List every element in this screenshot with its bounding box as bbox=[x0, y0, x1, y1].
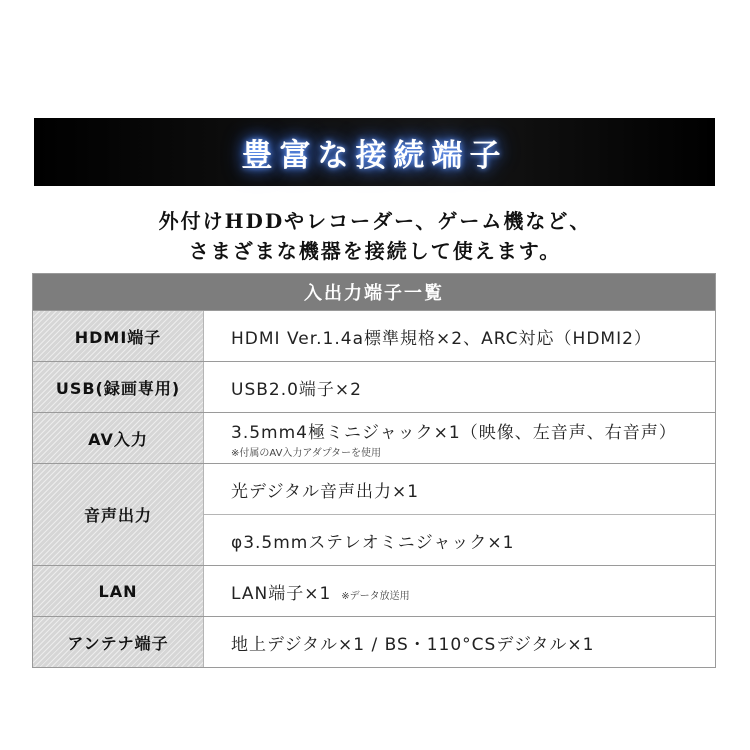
io-ports-table bbox=[32, 273, 716, 668]
value-text: LAN端子×1 bbox=[231, 583, 332, 604]
value-text: 地上デジタル×1 / BS・110°CSデジタル×1 bbox=[231, 634, 595, 655]
value-text: 3.5mm4極ミニジャック×1（映像、左音声、右音声） bbox=[231, 422, 677, 443]
row-label: HDMI端子 bbox=[33, 311, 204, 361]
table-row-lan bbox=[33, 566, 715, 617]
table-row-hdmi bbox=[33, 311, 715, 362]
row-label: 音声出力 bbox=[33, 464, 204, 565]
value-note: ※データ放送用 bbox=[341, 590, 410, 602]
table-row-av-input bbox=[33, 413, 715, 464]
row-value bbox=[204, 566, 715, 616]
row-label: USB(録画専用) bbox=[33, 362, 204, 412]
title-banner bbox=[34, 118, 715, 186]
table-header: 入出力端子一覧 bbox=[33, 274, 715, 311]
subtitle-line-1: 外付けHDDやレコーダー、ゲーム機など、 bbox=[158, 209, 592, 233]
row-value bbox=[204, 464, 715, 514]
table-row-usb bbox=[33, 362, 715, 413]
table-row-antenna bbox=[33, 617, 715, 667]
row-value bbox=[204, 311, 715, 361]
value-text: USB2.0端子×2 bbox=[231, 379, 362, 400]
row-value bbox=[204, 362, 715, 412]
value-note: ※付属のAV入力アダプターを使用 bbox=[231, 447, 382, 459]
row-value bbox=[204, 617, 715, 667]
row-label: AV入力 bbox=[33, 413, 204, 463]
value-text: HDMI Ver.1.4a標準規格×2、ARC対応（HDMI2） bbox=[231, 328, 652, 349]
table-row-audio-output bbox=[33, 464, 715, 566]
value-text: φ3.5mmステレオミニジャック×1 bbox=[231, 532, 515, 553]
row-label: LAN bbox=[33, 566, 204, 616]
banner-title: 豊富な接続端子 bbox=[241, 137, 508, 174]
subtitle-line-2: さまざまな機器を接続して使えます。 bbox=[188, 239, 562, 263]
row-value bbox=[204, 514, 715, 565]
row-label: アンテナ端子 bbox=[33, 617, 204, 667]
row-value bbox=[204, 413, 715, 463]
value-text: 光デジタル音声出力×1 bbox=[231, 481, 420, 502]
